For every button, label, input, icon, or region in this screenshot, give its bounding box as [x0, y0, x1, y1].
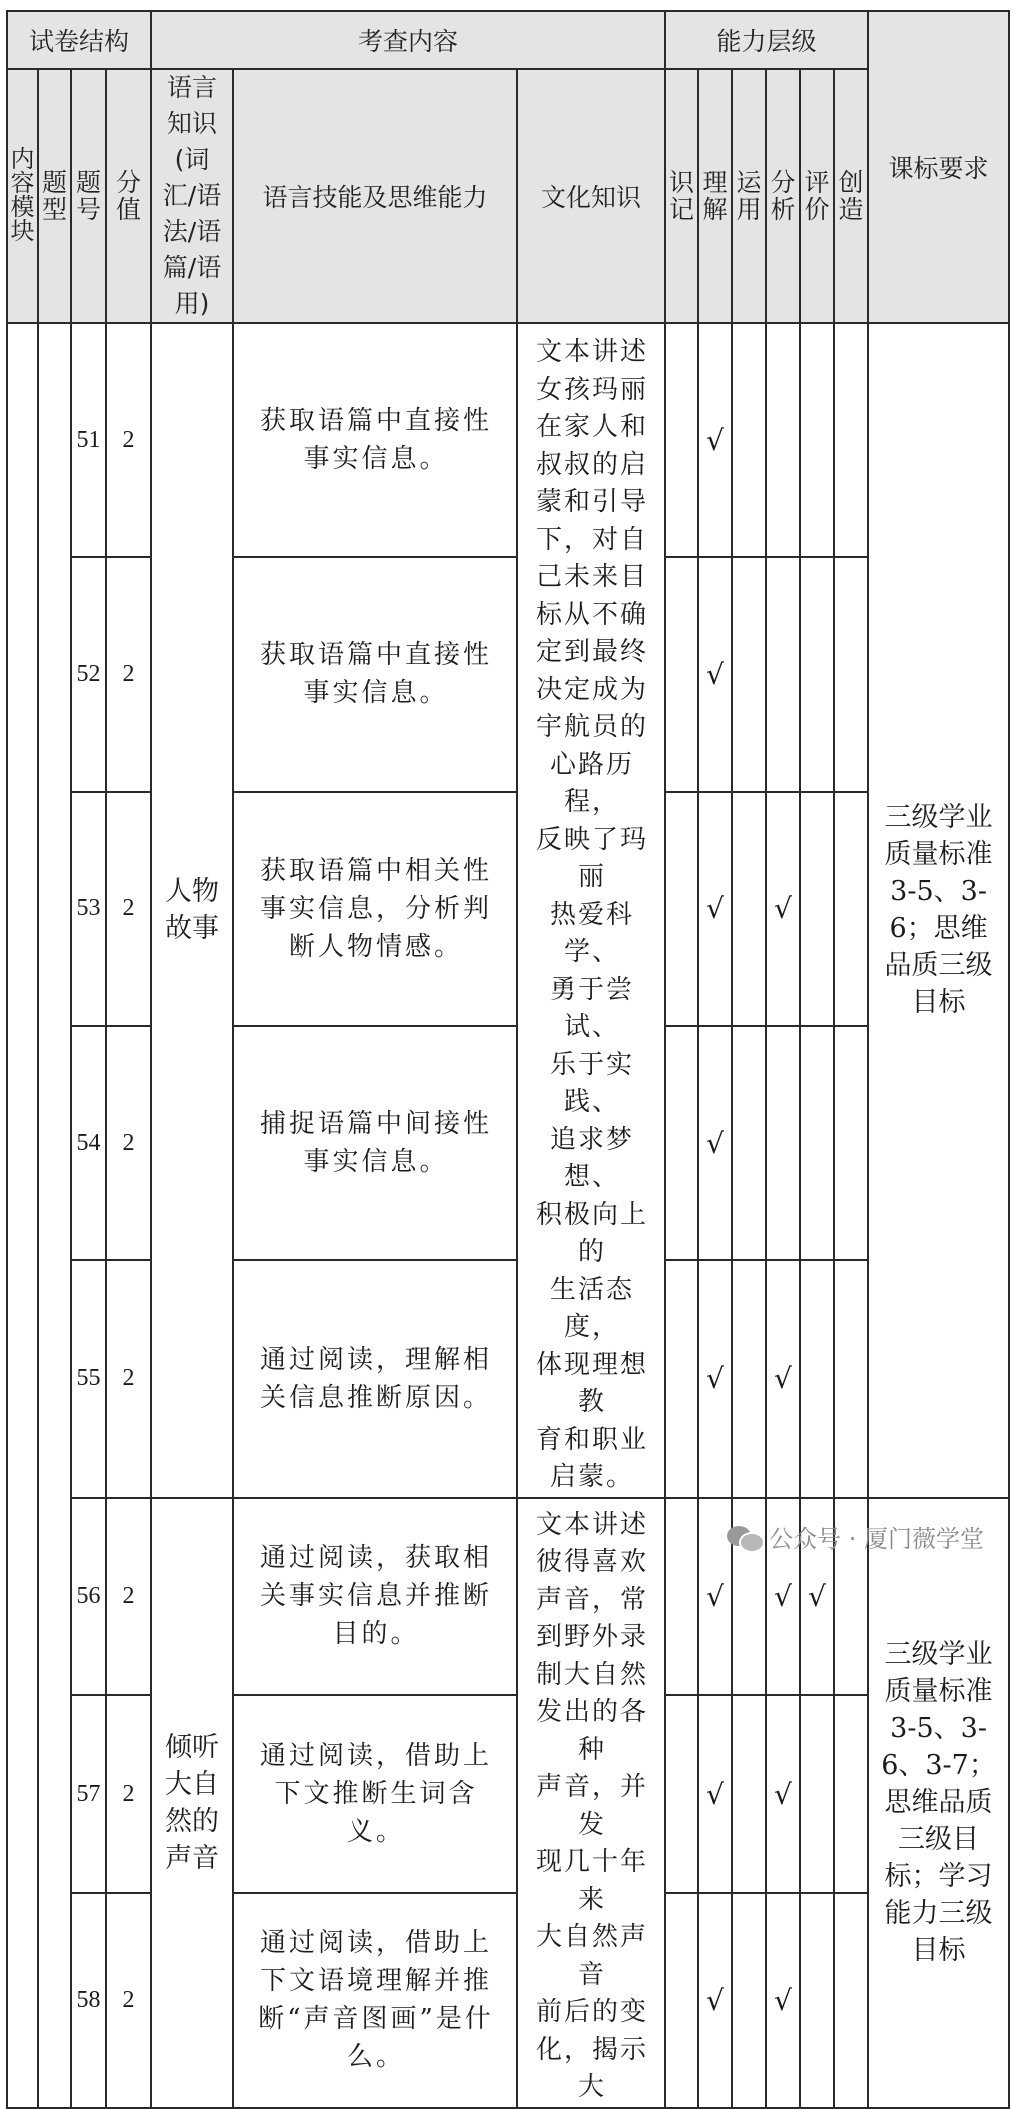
content-module-cell	[7, 323, 38, 2108]
culture-line: 热爱科学、	[550, 899, 635, 967]
culture-line: 乐于实践、	[550, 1049, 635, 1117]
check-mark: √	[698, 1695, 732, 1893]
culture-line: 启蒙。	[550, 1462, 635, 1492]
culture-line: 决定成为	[536, 674, 649, 705]
culture-line: 到野外录	[536, 1622, 649, 1652]
culture-line: 制大自然	[536, 1659, 649, 1690]
check-mark: √	[698, 1260, 732, 1497]
check-cell	[800, 792, 834, 1026]
culture-knowledge-text	[517, 1498, 665, 2108]
score-value: 2	[106, 323, 151, 557]
check-cell	[732, 792, 766, 1026]
topic-label: 倾听大自然的声音	[151, 1498, 233, 2108]
check-cell	[665, 1893, 698, 2108]
check-cell	[732, 1260, 766, 1497]
header-exam-content: 考查内容	[151, 11, 665, 69]
skill-description: 获取语篇中直接性事实信息。	[233, 323, 517, 557]
header-level-apply: 运用	[732, 69, 766, 323]
skill-description: 通过阅读，获取相关事实信息并推断目的。	[233, 1498, 517, 1696]
header-question-number: 题号	[71, 69, 106, 323]
check-cell	[732, 323, 766, 557]
check-mark: √	[766, 1695, 800, 1893]
check-mark: √	[766, 1260, 800, 1497]
culture-line: 现几十年来	[536, 1847, 649, 1915]
check-mark: √	[698, 1026, 732, 1260]
check-cell	[665, 1260, 698, 1497]
skill-description: 获取语篇中直接性事实信息。	[233, 557, 517, 791]
culture-line: 标从不确	[536, 599, 649, 630]
culture-line: 下，对自	[536, 524, 649, 555]
wechat-icon	[727, 1524, 761, 1550]
culture-line: 大自然声音	[536, 1922, 649, 1990]
skill-description: 捕捉语篇中间接性事实信息。	[233, 1026, 517, 1260]
culture-line: 化，揭示大	[536, 2034, 649, 2102]
header-level-evaluate: 评价	[800, 69, 834, 323]
exam-spec-table	[6, 10, 1010, 2109]
culture-line: 追求梦想、	[550, 1124, 635, 1192]
check-cell	[834, 1695, 868, 1893]
culture-line: 生活态度，	[550, 1274, 635, 1342]
header-ability-level: 能力层级	[665, 11, 868, 69]
score-value: 2	[106, 557, 151, 791]
check-cell	[800, 323, 834, 557]
culture-line: 彼得喜欢	[536, 1547, 649, 1577]
score-value: 2	[106, 1260, 151, 1497]
check-cell	[766, 1026, 800, 1260]
score-value: 2	[106, 1893, 151, 2108]
question-number: 51	[71, 323, 106, 557]
check-mark: √	[698, 792, 732, 1026]
check-cell	[800, 1893, 834, 2108]
culture-line: 叔叔的启	[536, 449, 649, 480]
check-mark: √	[766, 1498, 800, 1696]
check-mark: √	[698, 557, 732, 791]
skill-description: 获取语篇中相关性事实信息，分析判断人物情感。	[233, 792, 517, 1026]
check-cell	[665, 323, 698, 557]
culture-line: 发出的各种	[536, 1697, 649, 1765]
score-value: 2	[106, 792, 151, 1026]
culture-line: 体现理想教	[536, 1349, 649, 1417]
question-number: 52	[71, 557, 106, 791]
check-cell	[834, 1026, 868, 1260]
check-cell	[834, 1260, 868, 1497]
culture-line: 反映了玛丽	[536, 824, 649, 892]
culture-line: 声音，并发	[536, 1772, 649, 1840]
question-number: 57	[71, 1695, 106, 1893]
culture-line: 女孩玛丽	[536, 374, 649, 405]
check-mark: √	[766, 1893, 800, 2108]
question-number: 54	[71, 1026, 106, 1260]
culture-line: 育和职业	[536, 1424, 649, 1455]
culture-line: 积极向上的	[536, 1199, 649, 1267]
culture-line: 文本讲述	[536, 1509, 649, 1540]
header-paper-structure: 试卷结构	[7, 11, 151, 69]
check-cell	[665, 792, 698, 1026]
header-culture-knowledge: 文化知识	[517, 69, 665, 323]
check-cell	[665, 1498, 698, 1696]
culture-line: 蒙和引导	[536, 487, 649, 517]
check-cell	[766, 323, 800, 557]
check-mark: √	[766, 792, 800, 1026]
question-number: 55	[71, 1260, 106, 1497]
header-language-knowledge: 语言知识(词汇/语法/语篇/语用)	[151, 69, 233, 323]
question-number: 56	[71, 1498, 106, 1696]
check-mark: √	[698, 1498, 732, 1696]
header-question-type: 题型	[38, 69, 71, 323]
table-row	[7, 323, 1009, 557]
culture-line: 声音，常	[536, 1584, 649, 1615]
check-cell	[665, 1695, 698, 1893]
check-cell	[834, 792, 868, 1026]
score-value: 2	[106, 1026, 151, 1260]
header-content-module: 内容模块	[7, 69, 38, 323]
check-cell	[665, 557, 698, 791]
header-level-recall: 识记	[665, 69, 698, 323]
skill-description: 通过阅读，理解相关信息推断原因。	[233, 1260, 517, 1497]
header-skills-thinking: 语言技能及思维能力	[233, 69, 517, 323]
check-cell	[732, 1695, 766, 1893]
spec-sheet	[6, 10, 1008, 2102]
check-cell	[834, 557, 868, 791]
topic-label: 人物故事	[151, 323, 233, 1498]
header-score: 分值	[106, 69, 151, 323]
check-cell	[766, 557, 800, 791]
culture-line: 己未来目	[536, 562, 649, 592]
question-type-cell	[38, 323, 71, 2108]
skill-description: 通过阅读，借助上下文语境理解并推断“声音图画”是什么。	[233, 1893, 517, 2108]
header-level-create: 创造	[834, 69, 868, 323]
watermark	[727, 1519, 984, 1554]
header-level-understand: 理解	[698, 69, 732, 323]
check-cell	[732, 557, 766, 791]
culture-knowledge-text	[517, 323, 665, 1498]
curriculum-requirement: 三级学业质量标准3-5、3-6、3-7；思维品质三级目标；学习能力三级目标	[868, 1498, 1009, 2108]
check-cell	[834, 1893, 868, 2108]
check-cell	[732, 1026, 766, 1260]
skill-description: 通过阅读，借助上下文推断生词含义。	[233, 1695, 517, 1893]
check-cell	[665, 1026, 698, 1260]
culture-line: 勇于尝试、	[550, 974, 635, 1042]
check-mark: √	[698, 323, 732, 557]
check-cell	[732, 1893, 766, 2108]
check-cell	[800, 1260, 834, 1497]
header-level-analyze: 分析	[766, 69, 800, 323]
culture-line: 心路历程，	[550, 749, 635, 817]
culture-line: 前后的变	[536, 1997, 649, 2027]
culture-line: 在家人和	[536, 412, 649, 442]
curriculum-requirement: 三级学业质量标准3-5、3-6；思维品质三级目标	[868, 323, 1009, 1498]
check-cell	[800, 1026, 834, 1260]
check-mark: √	[698, 1893, 732, 2108]
question-number: 53	[71, 792, 106, 1026]
check-cell	[834, 323, 868, 557]
watermark-text: 公众号 · 厦门薇学堂	[769, 1525, 984, 1553]
question-number: 58	[71, 1893, 106, 2108]
check-cell	[800, 1695, 834, 1893]
score-value: 2	[106, 1498, 151, 1696]
culture-line: 宇航员的	[536, 712, 649, 742]
culture-line: 定到最终	[536, 637, 649, 667]
check-cell	[800, 557, 834, 791]
check-mark: √	[800, 1498, 834, 1696]
header-curriculum-requirement: 课标要求	[868, 11, 1009, 323]
culture-line: 文本讲述	[536, 337, 649, 367]
score-value: 2	[106, 1695, 151, 1893]
